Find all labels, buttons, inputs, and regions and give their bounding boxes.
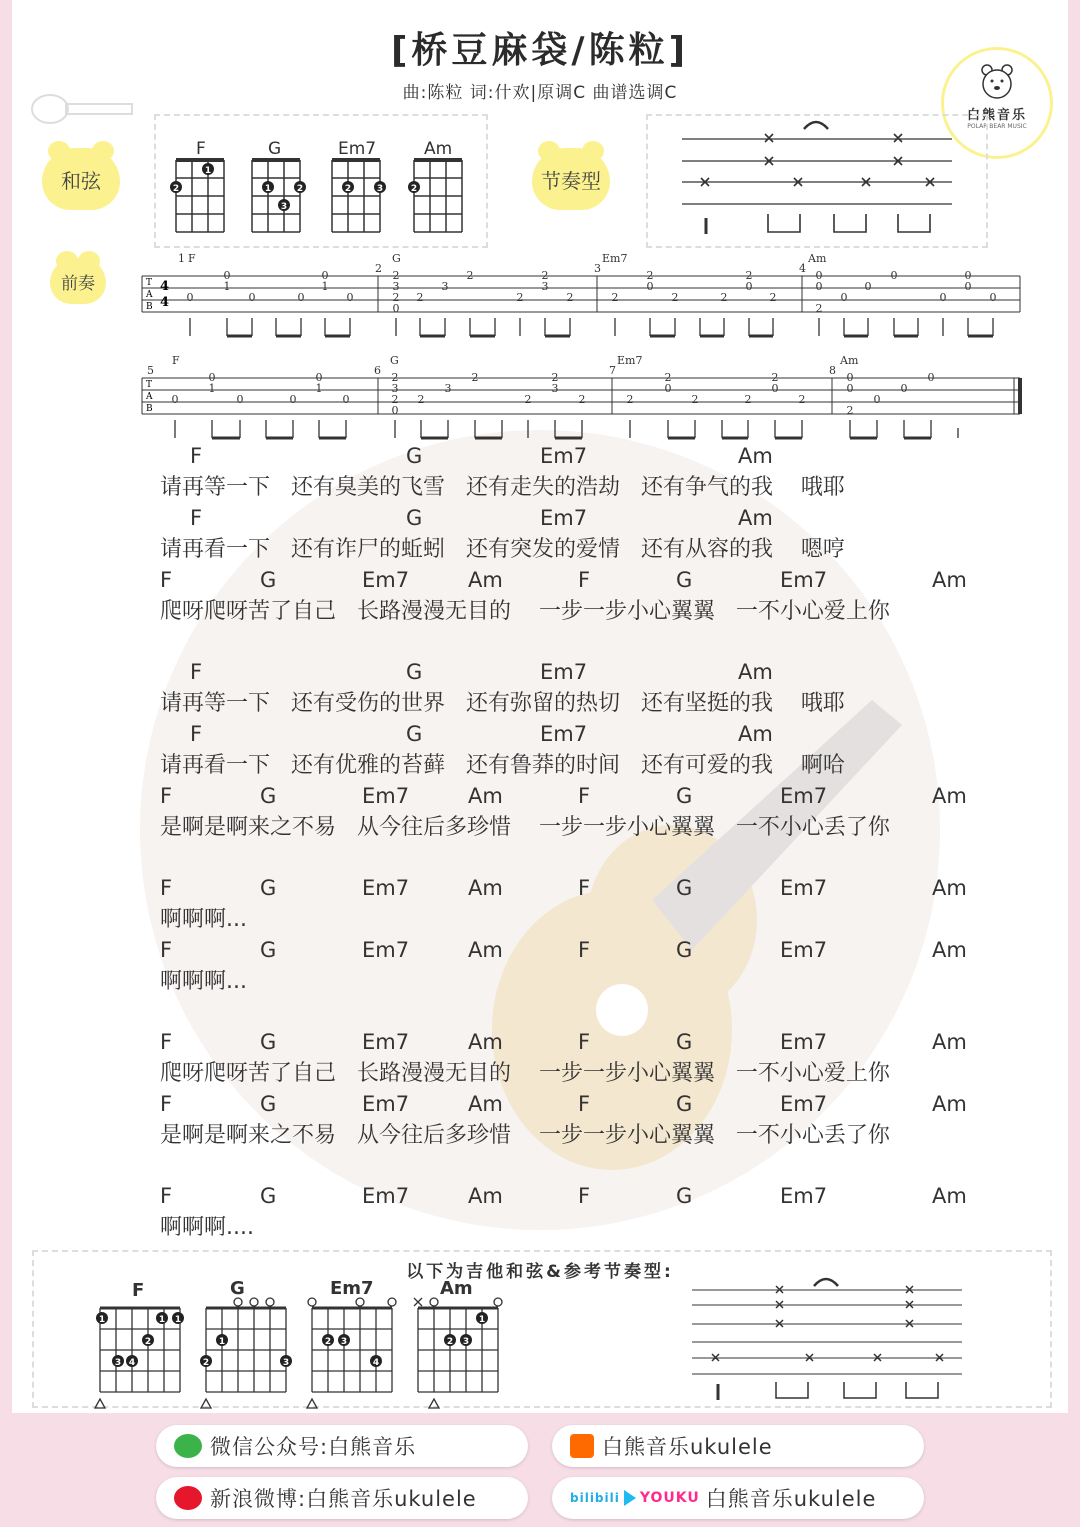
- svg-text:0: 0: [391, 404, 399, 417]
- svg-text:2: 2: [744, 393, 752, 406]
- guitar-chord-am: [414, 1298, 502, 1408]
- svg-text:1: 1: [218, 1337, 226, 1347]
- guitar-chord-diagrams: [0, 1280, 680, 1410]
- youku-icon: YOUKU: [639, 1490, 700, 1506]
- svg-text:2: 2: [375, 262, 382, 275]
- svg-text:1: 1: [174, 1315, 182, 1325]
- svg-text:0: 0: [815, 280, 823, 293]
- chord-row: F G Em7 Am: [190, 722, 773, 746]
- svg-text:2: 2: [416, 291, 424, 304]
- svg-text:B: B: [146, 404, 153, 414]
- svg-text:B: B: [146, 302, 153, 312]
- chord-row: F G Em7 Am F G Em7 Am: [160, 568, 967, 592]
- intro-chord-label: Em7: [617, 354, 643, 367]
- svg-text:3: 3: [541, 280, 549, 293]
- taobao-store[interactable]: [552, 1425, 924, 1467]
- ukulele-chord-am: [408, 160, 462, 232]
- guitar-section-title: 以下为吉他和弦&参考节奏型:: [406, 1262, 674, 1282]
- ukulele-chord-name: Em7: [338, 139, 377, 159]
- polar-bear-icon: [979, 62, 1015, 100]
- ukulele-chord-f: [170, 160, 224, 232]
- lyrics-chorus-hum: [160, 872, 980, 996]
- svg-text:2: 2: [392, 291, 400, 304]
- guitar-chord-em7: [307, 1298, 396, 1408]
- svg-text:5: 5: [147, 364, 154, 377]
- svg-text:0: 0: [900, 382, 908, 395]
- svg-text:3: 3: [391, 382, 399, 395]
- svg-text:2: 2: [664, 371, 672, 384]
- svg-text:2: 2: [466, 269, 474, 282]
- svg-text:0: 0: [297, 291, 305, 304]
- svg-text:0: 0: [939, 291, 947, 304]
- chord-row: F G Em7 Am F G Em7 Am: [160, 1092, 967, 1116]
- svg-text:0: 0: [171, 393, 179, 406]
- svg-text:3: 3: [114, 1358, 122, 1368]
- chords-label: 和弦: [42, 148, 120, 210]
- svg-text:2: 2: [392, 269, 400, 282]
- weibo-account-text: 新浪微博:白熊音乐ukulele: [210, 1487, 477, 1511]
- svg-text:0: 0: [646, 280, 654, 293]
- svg-text:2: 2: [417, 393, 425, 406]
- svg-text:2: 2: [745, 269, 753, 282]
- svg-text:1: 1: [478, 1315, 486, 1325]
- lyric-line: 爬呀爬呀苦了自己 长路漫漫无目的 一步一步小心翼翼 一不小心爱上你: [160, 599, 890, 624]
- svg-text:1: 1: [158, 1315, 166, 1325]
- weibo-account[interactable]: [156, 1477, 528, 1519]
- svg-text:8: 8: [829, 364, 836, 377]
- svg-text:2: 2: [846, 404, 854, 417]
- svg-text:2: 2: [611, 291, 619, 304]
- ukulele-chord-name: Am: [424, 139, 453, 159]
- chord-row: F G Em7 Am: [190, 506, 773, 530]
- svg-text:2: 2: [671, 291, 679, 304]
- svg-text:0: 0: [664, 382, 672, 395]
- svg-text:3: 3: [280, 202, 288, 212]
- svg-text:2: 2: [516, 291, 524, 304]
- wechat-icon: [174, 1434, 202, 1458]
- svg-text:2: 2: [798, 393, 806, 406]
- ukulele-chord-diagrams: [154, 114, 488, 248]
- svg-text:2: 2: [815, 302, 823, 315]
- svg-text:3: 3: [594, 262, 601, 275]
- lyric-line: 啊啊啊....: [160, 1215, 254, 1240]
- rhythm-pattern: [646, 114, 988, 248]
- svg-text:0: 0: [815, 269, 823, 282]
- svg-text:0: 0: [989, 291, 997, 304]
- brand-name: 白熊音乐: [966, 108, 1027, 123]
- svg-text:0: 0: [342, 393, 350, 406]
- play-icon: [624, 1490, 636, 1506]
- chord-row: F G Em7 Am F G Em7 Am: [160, 1030, 967, 1054]
- svg-text:A: A: [146, 392, 153, 402]
- intro-chord-label: F: [172, 354, 180, 367]
- guitar-chord-g: [200, 1298, 292, 1408]
- svg-text:2: 2: [566, 291, 574, 304]
- svg-text:0: 0: [964, 269, 972, 282]
- lyrics-verse-2: [160, 656, 980, 842]
- svg-text:T: T: [146, 380, 153, 390]
- ukulele-chord-g: [252, 160, 306, 232]
- song-credits: 曲:陈粒 词:什欢|原调C 曲谱选调C: [402, 83, 678, 103]
- wechat-account[interactable]: [156, 1425, 528, 1467]
- taobao-store-text: 白熊音乐ukulele: [602, 1435, 773, 1459]
- svg-text:0: 0: [964, 280, 972, 293]
- svg-text:0: 0: [771, 382, 779, 395]
- svg-text:4: 4: [160, 295, 170, 310]
- svg-text:0: 0: [846, 382, 854, 395]
- svg-text:0: 0: [223, 269, 231, 282]
- svg-text:2: 2: [626, 393, 634, 406]
- svg-text:6: 6: [374, 364, 381, 377]
- intro-chord-label: F: [188, 252, 196, 265]
- svg-text:0: 0: [236, 393, 244, 406]
- chord-row: F G Em7 Am F G Em7 Am: [160, 1184, 967, 1208]
- lyric-line: 请再等一下 还有臭美的飞雪 还有走失的浩劫 还有争气的我 哦耶: [160, 475, 845, 500]
- svg-text:3: 3: [441, 280, 449, 293]
- bilibili-youku-text: 白熊音乐ukulele: [705, 1487, 877, 1511]
- svg-text:0: 0: [846, 371, 854, 384]
- svg-text:1: 1: [178, 252, 185, 265]
- taobao-icon: [570, 1434, 594, 1458]
- ukulele-chord-em7: [332, 160, 386, 232]
- wechat-account-text: 微信公众号:白熊音乐: [210, 1435, 417, 1459]
- svg-text:0: 0: [392, 302, 400, 315]
- ukulele-chord-name: F: [196, 139, 206, 159]
- intro-chord-label: G: [392, 252, 401, 265]
- bilibili-icon: bilibili: [570, 1491, 620, 1505]
- intro-tablature: [0, 250, 1080, 450]
- svg-text:0: 0: [186, 291, 194, 304]
- lyric-line: 啊啊啊...: [160, 969, 247, 994]
- svg-text:0: 0: [873, 393, 881, 406]
- lyric-line: 爬呀爬呀苦了自己 长路漫漫无目的 一步一步小心翼翼 一不小心爱上你: [160, 1061, 890, 1086]
- lyric-line: 是啊是啊来之不易 从今往后多珍惜 一步一步小心翼翼 一不小心丢了你: [160, 815, 890, 840]
- chord-row: F G Em7 Am F G Em7 Am: [160, 938, 967, 962]
- lyric-line: 请再看一下 还有诈尸的蚯蚓 还有突发的爱情 还有从容的我 嗯哼: [160, 537, 845, 562]
- svg-text:2: 2: [344, 184, 352, 194]
- lyric-line: 是啊是啊来之不易 从今往后多珍惜 一步一步小心翼翼 一不小心丢了你: [160, 1123, 890, 1148]
- svg-text:3: 3: [392, 280, 400, 293]
- svg-text:1: 1: [204, 166, 212, 176]
- rhythm-label: 节奏型: [532, 148, 610, 210]
- svg-text:0: 0: [321, 269, 329, 282]
- svg-text:1: 1: [208, 382, 216, 395]
- chord-row: F G Em7 Am F G Em7 Am: [160, 876, 967, 900]
- svg-text:A: A: [146, 290, 153, 300]
- svg-text:0: 0: [745, 280, 753, 293]
- svg-text:2: 2: [391, 393, 399, 406]
- svg-text:T: T: [146, 278, 153, 288]
- svg-text:2: 2: [541, 269, 549, 282]
- svg-text:2: 2: [578, 393, 586, 406]
- svg-text:1: 1: [315, 382, 323, 395]
- svg-text:3: 3: [462, 1337, 470, 1347]
- guitar-chord-name: F: [132, 1280, 145, 1301]
- svg-text:0: 0: [890, 269, 898, 282]
- lyrics-verse-1: [160, 440, 980, 626]
- chord-row: F G Em7 Am F G Em7 Am: [160, 784, 967, 808]
- guitar-chord-name: Am: [440, 1278, 473, 1299]
- ukulele-chord-name: G: [268, 139, 282, 159]
- svg-text:3: 3: [340, 1337, 348, 1347]
- svg-text:7: 7: [609, 364, 616, 377]
- svg-text:2: 2: [172, 184, 180, 194]
- lyrics-outro: [160, 1026, 980, 1150]
- intro-chord-label: Am: [840, 354, 859, 367]
- svg-text:2: 2: [769, 291, 777, 304]
- chord-row: F G Em7 Am: [190, 660, 773, 684]
- intro-chord-label: G: [390, 354, 399, 367]
- svg-text:0: 0: [208, 371, 216, 384]
- svg-text:4: 4: [160, 279, 170, 294]
- svg-text:2: 2: [446, 1337, 454, 1347]
- svg-text:1: 1: [321, 280, 329, 293]
- svg-text:2: 2: [324, 1337, 332, 1347]
- song-title: [桥豆麻袋/陈粒]: [390, 30, 690, 71]
- svg-text:1: 1: [223, 280, 231, 293]
- svg-text:2: 2: [771, 371, 779, 384]
- bilibili-youku-account[interactable]: [552, 1477, 924, 1519]
- svg-text:2: 2: [551, 371, 559, 384]
- svg-text:2: 2: [144, 1337, 152, 1347]
- svg-text:2: 2: [391, 371, 399, 384]
- svg-text:2: 2: [471, 371, 479, 384]
- guitar-chord-name: Em7: [330, 1278, 374, 1299]
- lyric-line: 请再看一下 还有优雅的苔藓 还有鲁莽的时间 还有可爱的我 啊哈: [160, 753, 845, 778]
- lyrics-ending: [160, 1180, 980, 1242]
- svg-text:2: 2: [646, 269, 654, 282]
- svg-text:3: 3: [282, 1358, 290, 1368]
- svg-text:0: 0: [248, 291, 256, 304]
- svg-text:3: 3: [551, 382, 559, 395]
- intro-label: 前奏: [50, 258, 106, 304]
- intro-chord-label: Am: [808, 252, 827, 265]
- svg-text:2: 2: [410, 184, 418, 194]
- svg-text:4: 4: [372, 1358, 380, 1368]
- svg-text:2: 2: [202, 1358, 210, 1368]
- guitar-chord-name: G: [230, 1278, 245, 1299]
- svg-text:1: 1: [264, 184, 272, 194]
- svg-text:3: 3: [444, 382, 452, 395]
- svg-text:0: 0: [289, 393, 297, 406]
- intro-chord-label: Em7: [602, 252, 628, 265]
- svg-text:2: 2: [720, 291, 728, 304]
- chord-row: F G Em7 Am: [190, 444, 773, 468]
- brand-subtitle: POLAR BEAR MUSIC: [967, 123, 1027, 130]
- guitar-rhythm-pattern: [690, 1270, 970, 1406]
- svg-text:0: 0: [864, 280, 872, 293]
- svg-text:3: 3: [376, 184, 384, 194]
- svg-text:0: 0: [840, 291, 848, 304]
- guitar-chord-f: [95, 1308, 184, 1408]
- svg-text:0: 0: [315, 371, 323, 384]
- weibo-icon: [174, 1486, 202, 1510]
- svg-text:4: 4: [799, 262, 806, 275]
- svg-text:0: 0: [346, 291, 354, 304]
- svg-text:2: 2: [691, 393, 699, 406]
- svg-text:2: 2: [296, 184, 304, 194]
- svg-text:0: 0: [927, 371, 935, 384]
- svg-text:2: 2: [524, 393, 532, 406]
- lyric-line: 啊啊啊...: [160, 907, 247, 932]
- svg-text:1: 1: [98, 1315, 106, 1325]
- svg-text:4: 4: [128, 1358, 136, 1368]
- lyric-line: 请再等一下 还有受伤的世界 还有弥留的热切 还有坚挺的我 哦耶: [160, 691, 845, 716]
